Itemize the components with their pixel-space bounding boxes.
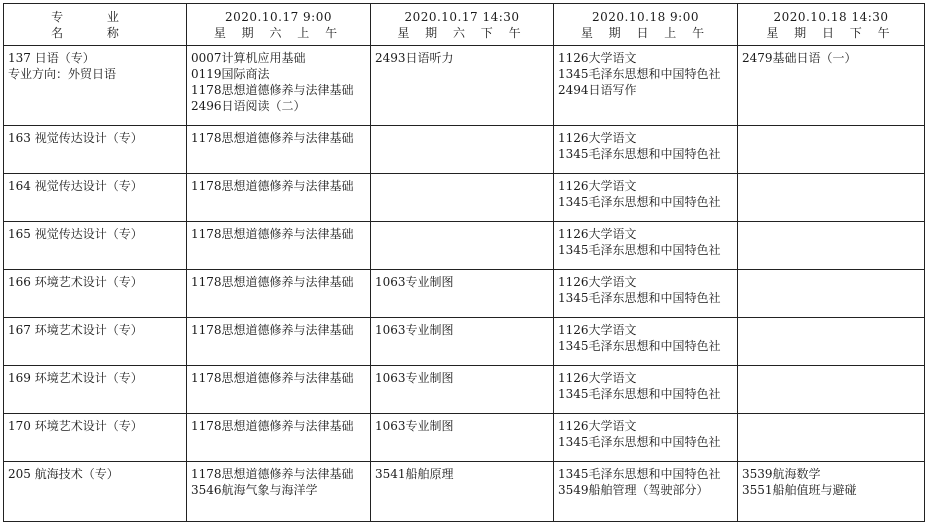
session-2-label: 星 期 六 下 午 — [397, 25, 527, 40]
header-major-name — [4, 4, 187, 46]
session-4-cell — [738, 222, 925, 270]
session-1-cell — [187, 126, 371, 174]
session-3-cell — [554, 46, 738, 126]
course-entry: 1178思想道德修养与法律基础 — [191, 419, 354, 433]
session-2-cell — [371, 126, 554, 174]
session-2-date: 2020.10.17 14:30 — [404, 9, 520, 24]
course-entry: 1126大学语文 — [558, 51, 637, 65]
course-entry: 1126大学语文 — [558, 275, 637, 289]
header-major-line-1: 专 业 — [51, 9, 139, 24]
major-name-line: 163 视觉传达设计（专） — [8, 131, 143, 145]
session-1-cell — [187, 318, 371, 366]
session-3-cell — [554, 222, 738, 270]
session-1-cell — [187, 366, 371, 414]
course-entry: 1063专业制图 — [375, 275, 454, 289]
course-entry: 1126大学语文 — [558, 371, 637, 385]
course-entry: 1178思想道德修养与法律基础 — [191, 131, 354, 145]
course-entry: 0119国际商法 — [191, 67, 270, 81]
table-row — [4, 366, 925, 414]
table-row — [4, 270, 925, 318]
table-row — [4, 414, 925, 462]
major-name-line: 166 环境艺术设计（专） — [8, 275, 143, 289]
major-name-line: 专业方向：外贸日语 — [8, 67, 117, 81]
table-row — [4, 222, 925, 270]
course-entry: 2496日语阅读（二） — [191, 99, 306, 113]
session-1-date: 2020.10.17 9:00 — [225, 9, 332, 24]
header-session-4 — [738, 4, 925, 46]
session-1-cell — [187, 46, 371, 126]
major-name-cell — [4, 46, 187, 126]
course-entry: 1345毛泽东思想和中国特色社 — [558, 387, 721, 401]
course-entry: 1345毛泽东思想和中国特色社 — [558, 339, 721, 353]
session-4-cell — [738, 126, 925, 174]
course-entry: 0007计算机应用基础 — [191, 51, 306, 65]
course-entry: 1178思想道德修养与法律基础 — [191, 323, 354, 337]
course-entry: 1345毛泽东思想和中国特色社 — [558, 67, 721, 81]
session-1-cell — [187, 222, 371, 270]
course-entry: 1178思想道德修养与法律基础 — [191, 227, 354, 241]
course-entry: 1178思想道德修养与法律基础 — [191, 371, 354, 385]
course-entry: 1063专业制图 — [375, 419, 454, 433]
major-name-line: 137 日语（专） — [8, 51, 95, 65]
session-3-cell — [554, 318, 738, 366]
course-entry: 3539航海数学 — [742, 467, 821, 481]
session-2-cell — [371, 366, 554, 414]
session-3-cell — [554, 174, 738, 222]
course-entry: 1345毛泽东思想和中国特色社 — [558, 467, 721, 481]
course-entry: 1178思想道德修养与法律基础 — [191, 179, 354, 193]
table-row — [4, 46, 925, 126]
course-entry: 1178思想道德修养与法律基础 — [191, 275, 354, 289]
major-name-line: 167 环境艺术设计（专） — [8, 323, 143, 337]
session-4-cell — [738, 462, 925, 522]
course-entry: 1126大学语文 — [558, 419, 637, 433]
course-entry: 1126大学语文 — [558, 179, 637, 193]
session-3-cell — [554, 462, 738, 522]
session-1-cell — [187, 270, 371, 318]
session-2-cell — [371, 222, 554, 270]
header-row — [4, 4, 925, 46]
major-name-cell — [4, 462, 187, 522]
course-entry: 1345毛泽东思想和中国特色社 — [558, 243, 721, 257]
course-entry: 1126大学语文 — [558, 131, 637, 145]
session-3-cell — [554, 366, 738, 414]
session-2-cell — [371, 270, 554, 318]
session-3-cell — [554, 270, 738, 318]
major-name-cell — [4, 270, 187, 318]
header-session-3 — [554, 4, 738, 46]
course-entry: 2493日语听力 — [375, 51, 454, 65]
table-row — [4, 318, 925, 366]
major-name-line: 164 视觉传达设计（专） — [8, 179, 143, 193]
schedule-body — [4, 46, 925, 522]
session-3-label: 星 期 日 上 午 — [580, 25, 711, 40]
course-entry: 1063专业制图 — [375, 323, 454, 337]
course-entry: 1178思想道德修养与法律基础 — [191, 467, 354, 481]
session-4-cell — [738, 366, 925, 414]
course-entry: 3546航海气象与海洋学 — [191, 483, 318, 497]
course-entry: 1345毛泽东思想和中国特色社 — [558, 195, 721, 209]
course-entry: 2479基础日语（一） — [742, 51, 857, 65]
session-2-cell — [371, 414, 554, 462]
session-4-cell — [738, 318, 925, 366]
session-4-label: 星 期 日 下 午 — [766, 25, 896, 40]
session-4-cell — [738, 270, 925, 318]
exam-schedule-table — [3, 3, 925, 522]
session-1-cell — [187, 174, 371, 222]
header-major-line-2: 名 称 — [51, 25, 139, 40]
session-2-cell — [371, 174, 554, 222]
session-1-cell — [187, 414, 371, 462]
major-name-line: 169 环境艺术设计（专） — [8, 371, 143, 385]
course-entry: 1178思想道德修养与法律基础 — [191, 83, 354, 97]
major-name-line: 205 航海技术（专） — [8, 467, 119, 481]
major-name-line: 165 视觉传达设计（专） — [8, 227, 143, 241]
session-4-cell — [738, 46, 925, 126]
course-entry: 3541船舶原理 — [375, 467, 454, 481]
session-2-cell — [371, 318, 554, 366]
major-name-line: 170 环境艺术设计（专） — [8, 419, 143, 433]
session-3-cell — [554, 414, 738, 462]
course-entry: 3549船舶管理（驾驶部分） — [558, 483, 709, 497]
table-row — [4, 462, 925, 522]
course-entry: 1345毛泽东思想和中国特色社 — [558, 147, 721, 161]
major-name-cell — [4, 222, 187, 270]
course-entry: 1063专业制图 — [375, 371, 454, 385]
major-name-cell — [4, 414, 187, 462]
session-2-cell — [371, 462, 554, 522]
session-4-date: 2020.10.18 14:30 — [773, 9, 889, 24]
course-entry: 3551船舶值班与避碰 — [742, 483, 857, 497]
course-entry: 1126大学语文 — [558, 323, 637, 337]
table-row — [4, 126, 925, 174]
course-entry: 2494日语写作 — [558, 83, 637, 97]
course-entry: 1126大学语文 — [558, 227, 637, 241]
session-4-cell — [738, 174, 925, 222]
session-3-cell — [554, 126, 738, 174]
session-1-cell — [187, 462, 371, 522]
course-entry: 1345毛泽东思想和中国特色社 — [558, 291, 721, 305]
session-1-label: 星 期 六 上 午 — [213, 25, 344, 40]
major-name-cell — [4, 126, 187, 174]
session-4-cell — [738, 414, 925, 462]
major-name-cell — [4, 174, 187, 222]
header-session-2 — [371, 4, 554, 46]
table-row — [4, 174, 925, 222]
session-3-date: 2020.10.18 9:00 — [592, 9, 699, 24]
course-entry: 1345毛泽东思想和中国特色社 — [558, 435, 721, 449]
session-2-cell — [371, 46, 554, 126]
major-name-cell — [4, 366, 187, 414]
header-session-1 — [187, 4, 371, 46]
major-name-cell — [4, 318, 187, 366]
